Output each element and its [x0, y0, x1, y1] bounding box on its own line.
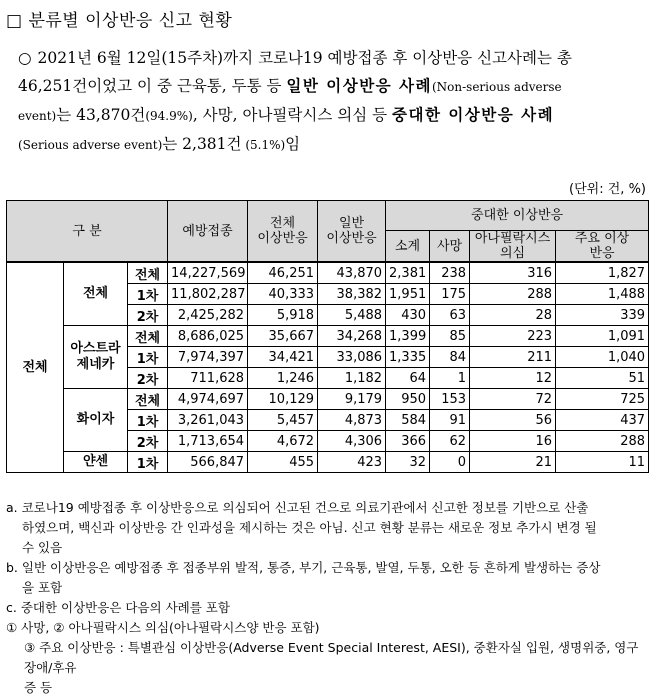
cell-major-ae: 1,488	[556, 284, 649, 305]
cell-subtotal: 1,951	[386, 284, 430, 305]
dose-label: 2차	[128, 305, 168, 326]
header-serious-ae: 중대한 이상반응	[386, 201, 649, 231]
cell-general-ae: 5,488	[318, 305, 386, 326]
cell-major-ae: 725	[556, 389, 649, 410]
header-gubun: 구 분	[7, 201, 168, 263]
cell-death: 0	[430, 452, 470, 473]
cell-general-ae: 4,873	[318, 410, 386, 431]
header-anaphylaxis: 아나필락시스 의심	[470, 231, 556, 263]
cell-death: 84	[430, 347, 470, 368]
cell-vaccinations: 566,847	[168, 452, 248, 473]
note-c-line-2: ① 사망, ② 아나필락시스 의심(아나필락시스양 반응 포함)	[6, 620, 320, 635]
cell-vaccinations: 1,713,654	[168, 431, 248, 452]
cell-anaphylaxis: 16	[470, 431, 556, 452]
summary-line-4: (Serious adverse event)는 2,381건 (5.1%)임	[18, 135, 301, 153]
cell-subtotal: 366	[386, 431, 430, 452]
dose-label: 1차	[128, 410, 168, 431]
note-a-line-3: 수 있음	[22, 540, 63, 555]
cell-major-ae: 1,827	[556, 262, 649, 284]
cell-total-ae: 5,918	[248, 305, 318, 326]
cell-total-ae: 34,421	[248, 347, 318, 368]
cell-death: 62	[430, 431, 470, 452]
header-vaccinations: 예방접종	[168, 201, 248, 263]
note-c-line-4: 증 등	[24, 680, 53, 695]
summary-line-1: ○ 2021년 6월 12일(15주차)까지 코로나19 예방접종 후 이상반응 신고사례는 총	[18, 49, 572, 67]
summary-line-3: event)는 43,870건(94.9%), 사망, 아나필락시스 의심 등 중대한 이상반응 사례	[18, 106, 555, 124]
cell-total-ae: 1,246	[248, 368, 318, 389]
header-major-ae: 주요 이상 반응	[556, 231, 649, 263]
cell-general-ae: 34,268	[318, 326, 386, 347]
dose-label: 전체	[128, 389, 168, 410]
dose-label: 전체	[128, 326, 168, 347]
header-general-ae: 일반 이상반응	[318, 201, 386, 263]
cell-general-ae: 38,382	[318, 284, 386, 305]
cell-anaphylaxis: 21	[470, 452, 556, 473]
cell-vaccinations: 3,261,043	[168, 410, 248, 431]
cell-anaphylaxis: 12	[470, 368, 556, 389]
page-title: □ 분류별 이상반응 신고 현황	[6, 11, 233, 31]
cell-subtotal: 950	[386, 389, 430, 410]
cell-total-ae: 40,333	[248, 284, 318, 305]
cell-anaphylaxis: 211	[470, 347, 556, 368]
cell-general-ae: 423	[318, 452, 386, 473]
cell-subtotal: 1,335	[386, 347, 430, 368]
cell-major-ae: 11	[556, 452, 649, 473]
unit-label: (단위: 건, %)	[569, 182, 646, 197]
cell-general-ae: 1,182	[318, 368, 386, 389]
cell-death: 91	[430, 410, 470, 431]
header-row-1	[7, 201, 649, 231]
bullet-circle-icon: ○	[18, 49, 32, 67]
cell-death: 1	[430, 368, 470, 389]
cell-general-ae: 33,086	[318, 347, 386, 368]
dose-label: 전체	[128, 262, 168, 284]
table-row	[7, 326, 649, 347]
cell-total-ae: 4,672	[248, 431, 318, 452]
group-label: 화이자	[64, 389, 128, 452]
dose-label: 2차	[128, 368, 168, 389]
cell-anaphylaxis: 288	[470, 284, 556, 305]
cell-total-ae: 5,457	[248, 410, 318, 431]
cell-vaccinations: 2,425,282	[168, 305, 248, 326]
cell-major-ae: 1,091	[556, 326, 649, 347]
table-row	[7, 389, 649, 410]
cell-general-ae: 9,179	[318, 389, 386, 410]
cell-vaccinations: 11,802,287	[168, 284, 248, 305]
cell-total-ae: 46,251	[248, 262, 318, 284]
cell-vaccinations: 7,974,397	[168, 347, 248, 368]
dose-label: 2차	[128, 431, 168, 452]
table-row	[7, 452, 649, 473]
group-label: 아스트라 제네카	[64, 326, 128, 389]
dose-label: 1차	[128, 347, 168, 368]
cell-subtotal: 1,399	[386, 326, 430, 347]
cell-anaphylaxis: 223	[470, 326, 556, 347]
cell-death: 63	[430, 305, 470, 326]
cell-anaphylaxis: 72	[470, 389, 556, 410]
cell-death: 85	[430, 326, 470, 347]
cell-subtotal: 32	[386, 452, 430, 473]
cell-anaphylaxis: 56	[470, 410, 556, 431]
group-label: 전체	[64, 262, 128, 326]
note-a-line-1: a. 코로나19 예방접종 후 이상반응으로 의심되어 신고된 건으로 의료기관에서 신고한 정보를 기반으로 산출	[6, 500, 589, 515]
footnotes	[6, 498, 648, 698]
cell-anaphylaxis: 316	[470, 262, 556, 284]
summary-paragraph	[18, 44, 648, 159]
cell-death: 153	[430, 389, 470, 410]
cell-vaccinations: 711,628	[168, 368, 248, 389]
note-c-line-1: c. 중대한 이상반응은 다음의 사례를 포함	[6, 600, 230, 615]
summary-line-2: 46,251건이었고 이 중 근육통, 두통 등 일반 이상반응 사례(Non-serious adverse	[18, 77, 562, 95]
header-total-ae: 전체 이상반응	[248, 201, 318, 263]
cell-major-ae: 51	[556, 368, 649, 389]
cell-major-ae: 1,040	[556, 347, 649, 368]
group-label: 얀센	[64, 452, 128, 473]
note-b-line-2: 을 포함	[22, 580, 63, 595]
cell-major-ae: 339	[556, 305, 649, 326]
dose-label: 1차	[128, 452, 168, 473]
cell-anaphylaxis: 28	[470, 305, 556, 326]
cell-subtotal: 2,381	[386, 262, 430, 284]
dose-label: 1차	[128, 284, 168, 305]
note-b-line-1: b. 일반 이상반응은 예방접종 후 접종부위 발적, 통증, 부기, 근육통, 발열, 두통, 오한 등 흔하게 발생하는 증상	[6, 560, 601, 575]
cell-death: 175	[430, 284, 470, 305]
cell-major-ae: 437	[556, 410, 649, 431]
table-row	[7, 262, 649, 284]
table-body	[7, 262, 649, 473]
cell-vaccinations: 8,686,025	[168, 326, 248, 347]
adverse-event-table	[6, 200, 649, 473]
cell-subtotal: 64	[386, 368, 430, 389]
cell-major-ae: 288	[556, 431, 649, 452]
cell-vaccinations: 14,227,569	[168, 262, 248, 284]
cell-subtotal: 584	[386, 410, 430, 431]
note-a-line-2: 하였으며, 백신과 이상반응 간 인과성을 제시하는 것은 아님. 신고 현황 분류는 새로운 정보 추가시 변경 될	[22, 520, 597, 535]
cell-subtotal: 430	[386, 305, 430, 326]
cell-total-ae: 455	[248, 452, 318, 473]
overall-label: 전체	[7, 262, 64, 473]
cell-vaccinations: 4,974,697	[168, 389, 248, 410]
cell-total-ae: 10,129	[248, 389, 318, 410]
header-death: 사망	[430, 231, 470, 263]
cell-death: 238	[430, 262, 470, 284]
cell-general-ae: 43,870	[318, 262, 386, 284]
cell-total-ae: 35,667	[248, 326, 318, 347]
header-subtotal: 소계	[386, 231, 430, 263]
note-c-line-3: ③ 주요 이상반응 : 특별관심 이상반응(Adverse Event Special Interest, AESI), 중환자실 입원, 생명위중, 영구장애/후유	[24, 640, 639, 675]
cell-general-ae: 4,306	[318, 431, 386, 452]
